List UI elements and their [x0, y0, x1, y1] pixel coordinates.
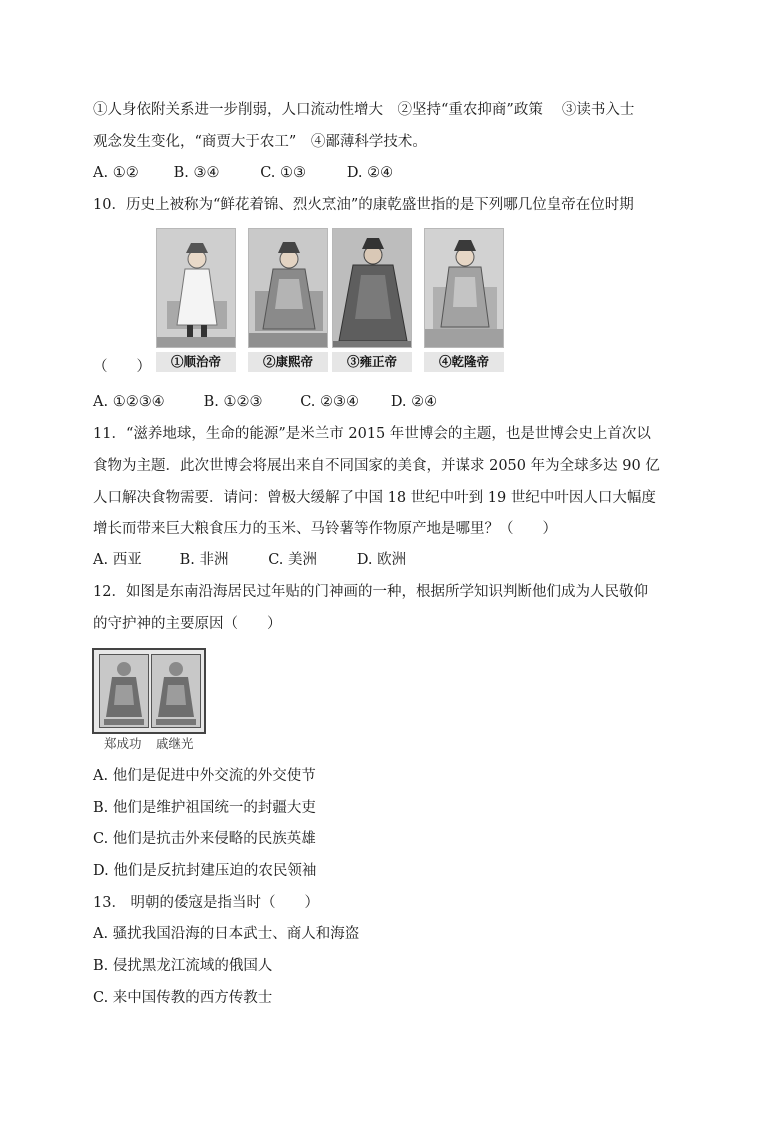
door-god-caption-zheng: 郑成功: [104, 736, 142, 751]
q9-choice-c[interactable]: C. ①③: [260, 165, 307, 181]
emperor-caption-shunzhi: ①顺治帝: [156, 352, 236, 372]
q12-stem-line-2: 的守护神的主要原因（ ）: [93, 616, 282, 632]
q10-answer-paren: （ ）: [93, 359, 151, 375]
q12-stem-line-1: 12．如图是东南沿海居民过年贴的门神画的一种，根据所学知识判断他们成为人民敬仰: [93, 584, 648, 600]
emperor-portrait-qianlong: [424, 228, 504, 374]
door-god-caption-qi: 戚继光: [156, 736, 194, 751]
q9-choice-d[interactable]: D. ②④: [346, 165, 394, 181]
emperor-portrait-shunzhi: [156, 228, 236, 374]
q9-choice-a[interactable]: A. ①②: [93, 165, 139, 181]
q13-choice-a[interactable]: A. 骚扰我国沿海的日本武士、商人和海盗: [93, 926, 360, 942]
q11-choice-c[interactable]: C. 美洲: [268, 552, 318, 568]
door-god-figure-icon: [152, 655, 200, 727]
q12-choice-a[interactable]: A. 他们是促进中外交流的外交使节: [93, 768, 316, 784]
door-god-figure-icon: [100, 655, 148, 727]
q13-stem: 13． 明朝的倭寇是指当时（ ）: [93, 895, 320, 911]
q11-choice-b[interactable]: B. 非洲: [179, 552, 229, 568]
q12-choice-b[interactable]: B. 他们是维护祖国统一的封疆大吏: [93, 800, 316, 816]
shunzhi-figure-icon: [157, 229, 236, 348]
q12-choice-d[interactable]: D. 他们是反抗封建压迫的农民领袖: [93, 863, 317, 879]
door-god-panel-right: [151, 654, 201, 728]
yongzheng-figure-icon: [333, 229, 412, 348]
q11-stem-line-1: 11．“滋养地球，生命的能源”是米兰市 2015 年世博会的主题，也是世博会史上首次以: [93, 426, 651, 442]
q13-choice-b[interactable]: B. 侵扰黑龙江流域的俄国人: [93, 958, 273, 974]
q11-choices: [93, 550, 406, 570]
q10-choice-b[interactable]: B. ①②③: [203, 394, 263, 410]
q11-choice-d[interactable]: D. 欧洲: [356, 552, 407, 568]
door-god-panel-left: [99, 654, 149, 728]
emperor-portrait-kangxi: [248, 228, 328, 374]
q11-stem-line-4: 增长而带来巨大粮食压力的玉米、马铃薯等作物原产地是哪里？（ ）: [93, 521, 557, 537]
q10-stem: 10．历史上被称为“鲜花着锦、烈火烹油”的康乾盛世指的是下列哪几位皇帝在位时期: [93, 197, 634, 213]
emperor-portrait-yongzheng: [332, 228, 412, 374]
q9-options-line-1: ①人身依附关系进一步削弱，人口流动性增大 ②坚持“重农抑商”政策 ③读书入士: [93, 102, 635, 118]
q11-stem-line-3: 人口解决食物需要．请问：曾极大缓解了中国 18 世纪中叶到 19 世纪中叶因人口大幅度: [93, 490, 656, 506]
q13-choice-c[interactable]: C. 来中国传教的西方传教士: [93, 990, 273, 1006]
emperor-caption-qianlong: ④乾隆帝: [424, 352, 504, 372]
kangxi-figure-icon: [249, 229, 328, 348]
emperor-caption-yongzheng: ③雍正帝: [332, 352, 412, 372]
emperor-portraits: [156, 228, 508, 374]
q12-choice-c[interactable]: C. 他们是抗击外来侵略的民族英雄: [93, 831, 316, 847]
q11-choice-a[interactable]: A. 西亚: [93, 552, 142, 568]
q9-choice-b[interactable]: B. ③④: [173, 165, 220, 181]
q9-options-line-2: 观念发生变化，“商贾大于农工” ④鄙薄科学技术。: [93, 134, 427, 150]
emperor-caption-kangxi: ②康熙帝: [248, 352, 328, 372]
q10-choice-a[interactable]: A. ①②③④: [93, 394, 165, 410]
q11-stem-line-2: 食物为主题．此次世博会将展出来自不同国家的美食，并谋求 2050 年为全球多达 90 亿: [93, 458, 660, 474]
q9-choices: [93, 163, 393, 183]
door-god-picture: [92, 648, 206, 734]
q10-choice-d[interactable]: D. ②④: [390, 394, 438, 410]
q10-choice-c[interactable]: C. ②③④: [300, 394, 360, 410]
qianlong-figure-icon: [425, 229, 504, 348]
q10-choices: [93, 392, 437, 412]
